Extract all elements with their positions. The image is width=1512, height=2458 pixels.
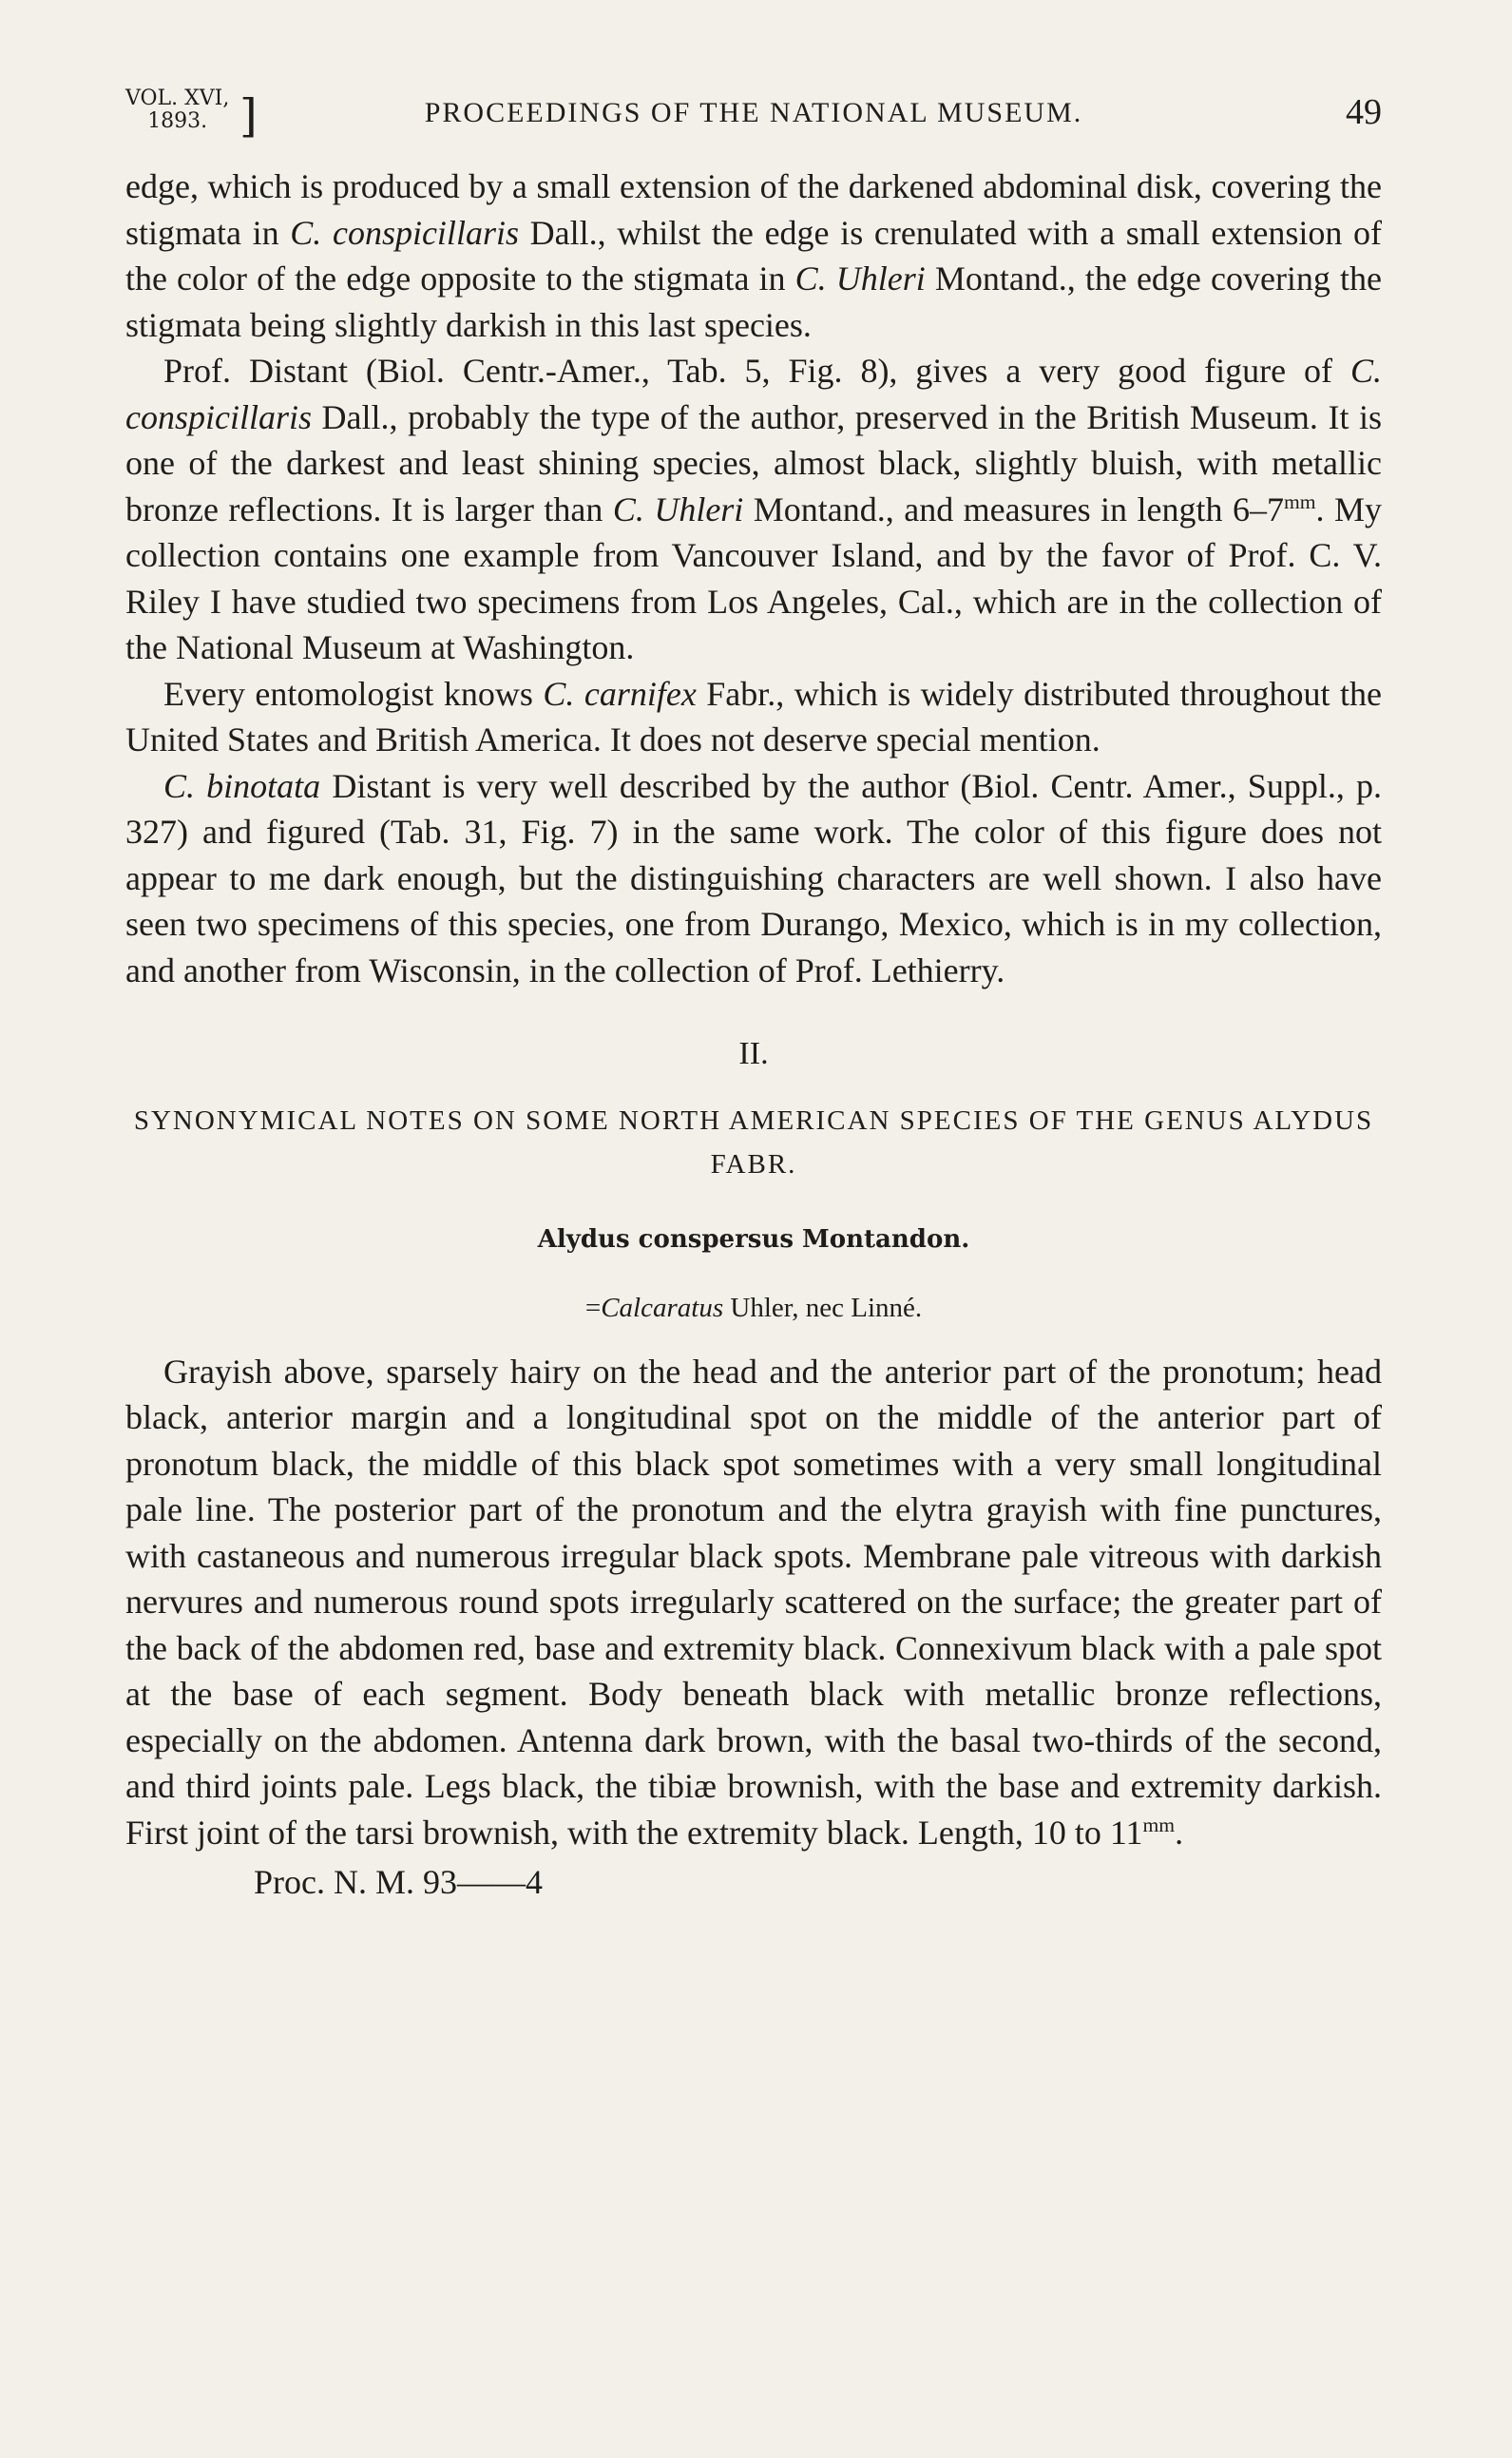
volume-bracket: ] (239, 89, 258, 143)
text-run: Montand., and measures in length 6–7 (743, 490, 1284, 528)
text-run: Montand., the edge covering the stigmata being slightly darkish in this last species. (125, 259, 1382, 344)
text-run: Dall., probably the type of the author, preserved in the British Museum. It is one of the darkest and least shining species, almost black, slightly bluish, with metallic bronze reflections. It is larger than (125, 397, 1382, 528)
unit-superscript: mm (1142, 1813, 1176, 1836)
section-numeral: II. (738, 1036, 769, 1071)
text-run: Prof. Distant (Biol. Centr.-Amer., Tab. 5, Fig. 8), gives a very good figure of (163, 352, 1350, 390)
volume-number: VOL. XVI, (125, 86, 230, 110)
signature-mark: Proc. N. M. 93——4 (254, 1863, 543, 1901)
species-description (125, 1349, 1382, 1856)
text-run: Fabr., which is widely distributed throughout the United States and British America. It does not deserve special mention. (125, 674, 1383, 759)
text-run: Every entomologist knows (163, 674, 544, 713)
page-number: 49 (1346, 92, 1382, 132)
text-run: Distant is very well described by the author (Biol. Centr. Amer., Suppl., p. 327) and figured (Tab. 31, Fig. 7) in the same work. The color of this figure does not appear to me dark enough, but the distinguishing characters are well shown. I also have seen two specimens of this species, one from Durango, Mexico, which is in my collection, and another from Wisconsin, in the collection of Prof. Lethierry. (125, 766, 1382, 989)
page-body (125, 163, 1382, 1906)
species-name: C. binotata (163, 766, 321, 805)
text-run: Grayish above, sparsely hairy on the head and the anterior part of the pronotum; head black, anterior margin and a longitudinal spot on the middle of the anterior part of pronotum black, the middle of this black spot sometimes with a very small longitudinal pale line. The posterior part of the pronotum and the elytra grayish with fine punctures, with castaneous and numerous irregular black spots. Membrane pale vitreous with darkish nervures and numerous round spots irregularly scattered on the surface; the greater part of the back of the abdomen red, base and extremity black. Connexivum black with a pale spot at the base of each segment. Body beneath black with metallic bronze reflections, especially on the abdomen. Antenna dark brown, with the basal two-thirds of the second, and third joints pale. Legs black, the tibiæ brownish, with the base and extremity darkish. First joint of the tarsi brownish, with the extremity black. Length, 10 to 11 (125, 1352, 1382, 1852)
text-run: . My collection contains one example from Vancouver Island, and by the favor of Prof. C. V. Riley I have studied two specimens from Los Angeles, Cal., which are in the collection of the National Museum at Washington. (125, 490, 1383, 666)
running-title: PROCEEDINGS OF THE NATIONAL MUSEUM. (424, 97, 1083, 128)
paragraph-2 (125, 348, 1382, 671)
species-name: C. conspicillaris (125, 352, 1382, 436)
paragraph-1 (125, 163, 1382, 348)
text-run: . (1175, 1813, 1184, 1852)
species-name: Calcaratus (601, 1293, 724, 1323)
species-name: C. carnifex (543, 674, 697, 713)
volume-year: 1893. (147, 109, 208, 133)
text-run: Uhler, nec Linné. (723, 1293, 923, 1323)
synonym-line (125, 1285, 1382, 1332)
paragraph-3 (125, 671, 1382, 763)
text-run: Dall., whilst the edge is crenulated with a small extension of the color of the edge opposite to the stigmata in (125, 213, 1382, 298)
species-name: C. Uhleri (794, 259, 926, 298)
page-header (125, 87, 1382, 144)
unit-superscript: mm (1283, 490, 1316, 513)
section-heading: SYNONYMICAL NOTES ON SOME NORTH AMERICAN SPECIES OF THE GENUS ALYDUS FABR. (133, 1104, 1374, 1180)
text-run: = (584, 1293, 602, 1323)
paragraph-4 (125, 763, 1382, 994)
species-title: Alydus conspersus Montandon. (537, 1224, 970, 1254)
species-name: C. Uhleri (612, 490, 744, 528)
species-name: C. conspicillaris (290, 213, 519, 252)
text-run: edge, which is produced by a small extension of the darkened abdominal disk, covering the stigmata in (125, 167, 1382, 252)
